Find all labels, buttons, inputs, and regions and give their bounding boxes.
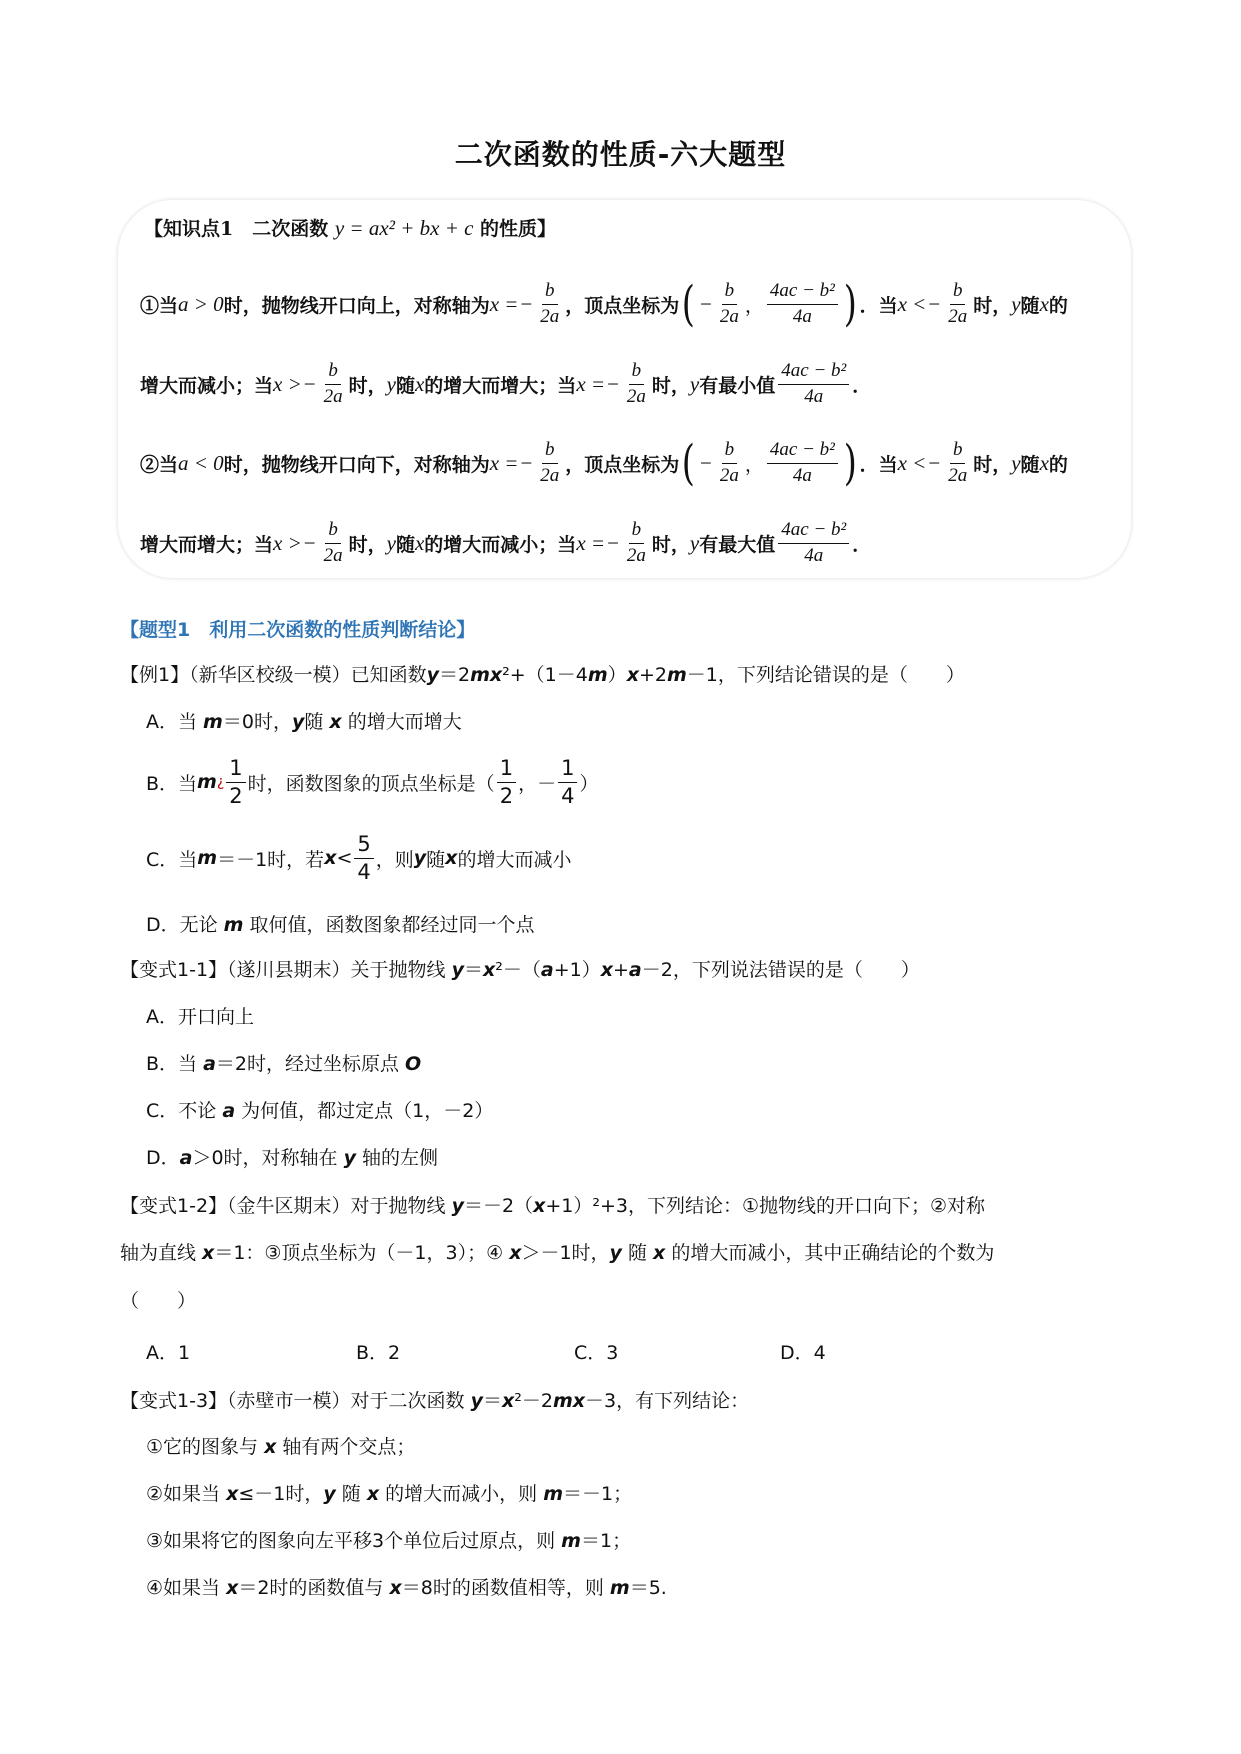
knowledge-line-3: ②当 a < 0 时，抛物线开口向下，对称轴为 x = − $\frac{b}{2a}$ ，顶点坐标为 ( − $\frac{b}{2a}$ ， $\frac{\text{4ac − b²}}{4a}$ ) ．当 x < − $\frac{b}{2a}$ 时， y 随 x 的 (140, 435, 1068, 491)
choice-a: A．1 (146, 1342, 191, 1364)
garbled-glyph: ¿ (216, 774, 225, 790)
example-1-option-a: A．当 m＝0时，y随 x 的增大而增大 (146, 711, 462, 733)
variant-1-3-item-2: ②如果当 x≤－1时，y 随 x 的增大而减小，则 m＝－1； (146, 1483, 633, 1505)
heading-formula: y = ax² + bx + c (334, 216, 474, 240)
vertex-bracket: ( − $\frac{b}{2a}$ ， $\frac{\text{4ac − b²}}{4a}$ ) (682, 276, 857, 332)
knowledge-line-1: ①当 a > 0 时，抛物线开口向上，对称轴为 x = − $\frac{b}{2a}$ ，顶点坐标为 ( − $\frac{b}{2a}$ ， $\frac{\text{4ac − b²}}{4a}$ ) ．当 x < − $\frac{b}{2a}$ 时， y 随 x 的 (140, 276, 1068, 332)
example-1-option-c: C．当 m ＝－1时，若 x < $\frac{5}{4}$ ，则 y 随 x 的增大而减小 (146, 832, 572, 884)
example-1-option-b: B．当 m ¿ $\frac{1}{2}$ 时，函数图象的顶点坐标是（ $\frac{1}{2}$ ，－ $\frac{1}{4}$ ） (146, 756, 599, 808)
knowledge-line-4: 增大而增大；当 x > − $\frac{b}{2a}$ 时， y 随 x 的增大而减小；当 x = − $\frac{b}{2a}$ 时， y 有最大值 $\frac{\text{4ac − b²}}{4a}$ ． (140, 518, 872, 566)
example-1-stem: 【例1】（新华区校级一模）已知函数y＝2mx²+（1－4m）x+2m－1，下列结论错误的是（ ） (120, 664, 965, 686)
choice-b: B．2 (356, 1342, 401, 1364)
variant-1-3-stem: 【变式1-3】（赤壁市一模）对于二次函数 y＝x²－2mx－3，有下列结论： (120, 1390, 750, 1412)
section-title-1: 【题型1 利用二次函数的性质判断结论】 (120, 619, 476, 641)
variant-1-2-stem-line-1: 【变式1-2】（金牛区期末）对于抛物线 y＝－2（x+1）²+3，下列结论：①抛物线的开口向下；②对称 (120, 1195, 986, 1217)
variant-1-1-option-d: D．a＞0时，对称轴在 y 轴的左侧 (146, 1147, 439, 1169)
knowledge-heading: 【知识点1 二次函数 y = ax² + bx + c 的性质】 (144, 216, 557, 240)
variant-1-1-option-c: C．不论 a 为何值，都过定点（1，－2） (146, 1100, 494, 1122)
fraction-b-over-2a: $\frac{b}{2a}$ (540, 279, 560, 327)
variant-1-2-stem-line-2: 轴为直线 x＝1：③顶点坐标为（－1，3）；④ x＞－1时，y 随 x 的增大而减小，其中正确结论的个数为 (120, 1242, 995, 1264)
variant-1-1-option-b: B．当 a＝2时，经过坐标原点 O (146, 1053, 422, 1075)
variant-1-1-stem: 【变式1-1】（遂川县期末）关于抛物线 y＝x²－（a+1）x+a－2，下列说法错误的是（ ） (120, 959, 920, 981)
page-title: 二次函数的性质-六大题型 (454, 138, 787, 171)
variant-1-3-item-1: ①它的图象与 x 轴有两个交点； (146, 1436, 416, 1458)
variant-1-2-stem-line-3: （ ） (120, 1290, 197, 1312)
variant-1-3-item-3: ③如果将它的图象向左平移3个单位后过原点，则 m＝1； (146, 1530, 632, 1552)
variant-1-1-option-a: A．开口向上 (146, 1006, 254, 1028)
variant-1-3-item-4: ④如果当 x＝2时的函数值与 x＝8时的函数值相等，则 m＝5. (146, 1577, 667, 1599)
example-1-option-d: D．无论 m 取何值，函数图象都经过同一个点 (146, 914, 535, 936)
choice-c: C．3 (574, 1342, 619, 1364)
knowledge-line-2: 增大而减小；当 x > − $\frac{b}{2a}$ 时， y 随 x 的增大而增大；当 x = − $\frac{b}{2a}$ 时， y 有最小值 $\frac{\text{4ac − b²}}{4a}$ ． (140, 359, 872, 407)
choice-d: D．4 (780, 1342, 826, 1364)
